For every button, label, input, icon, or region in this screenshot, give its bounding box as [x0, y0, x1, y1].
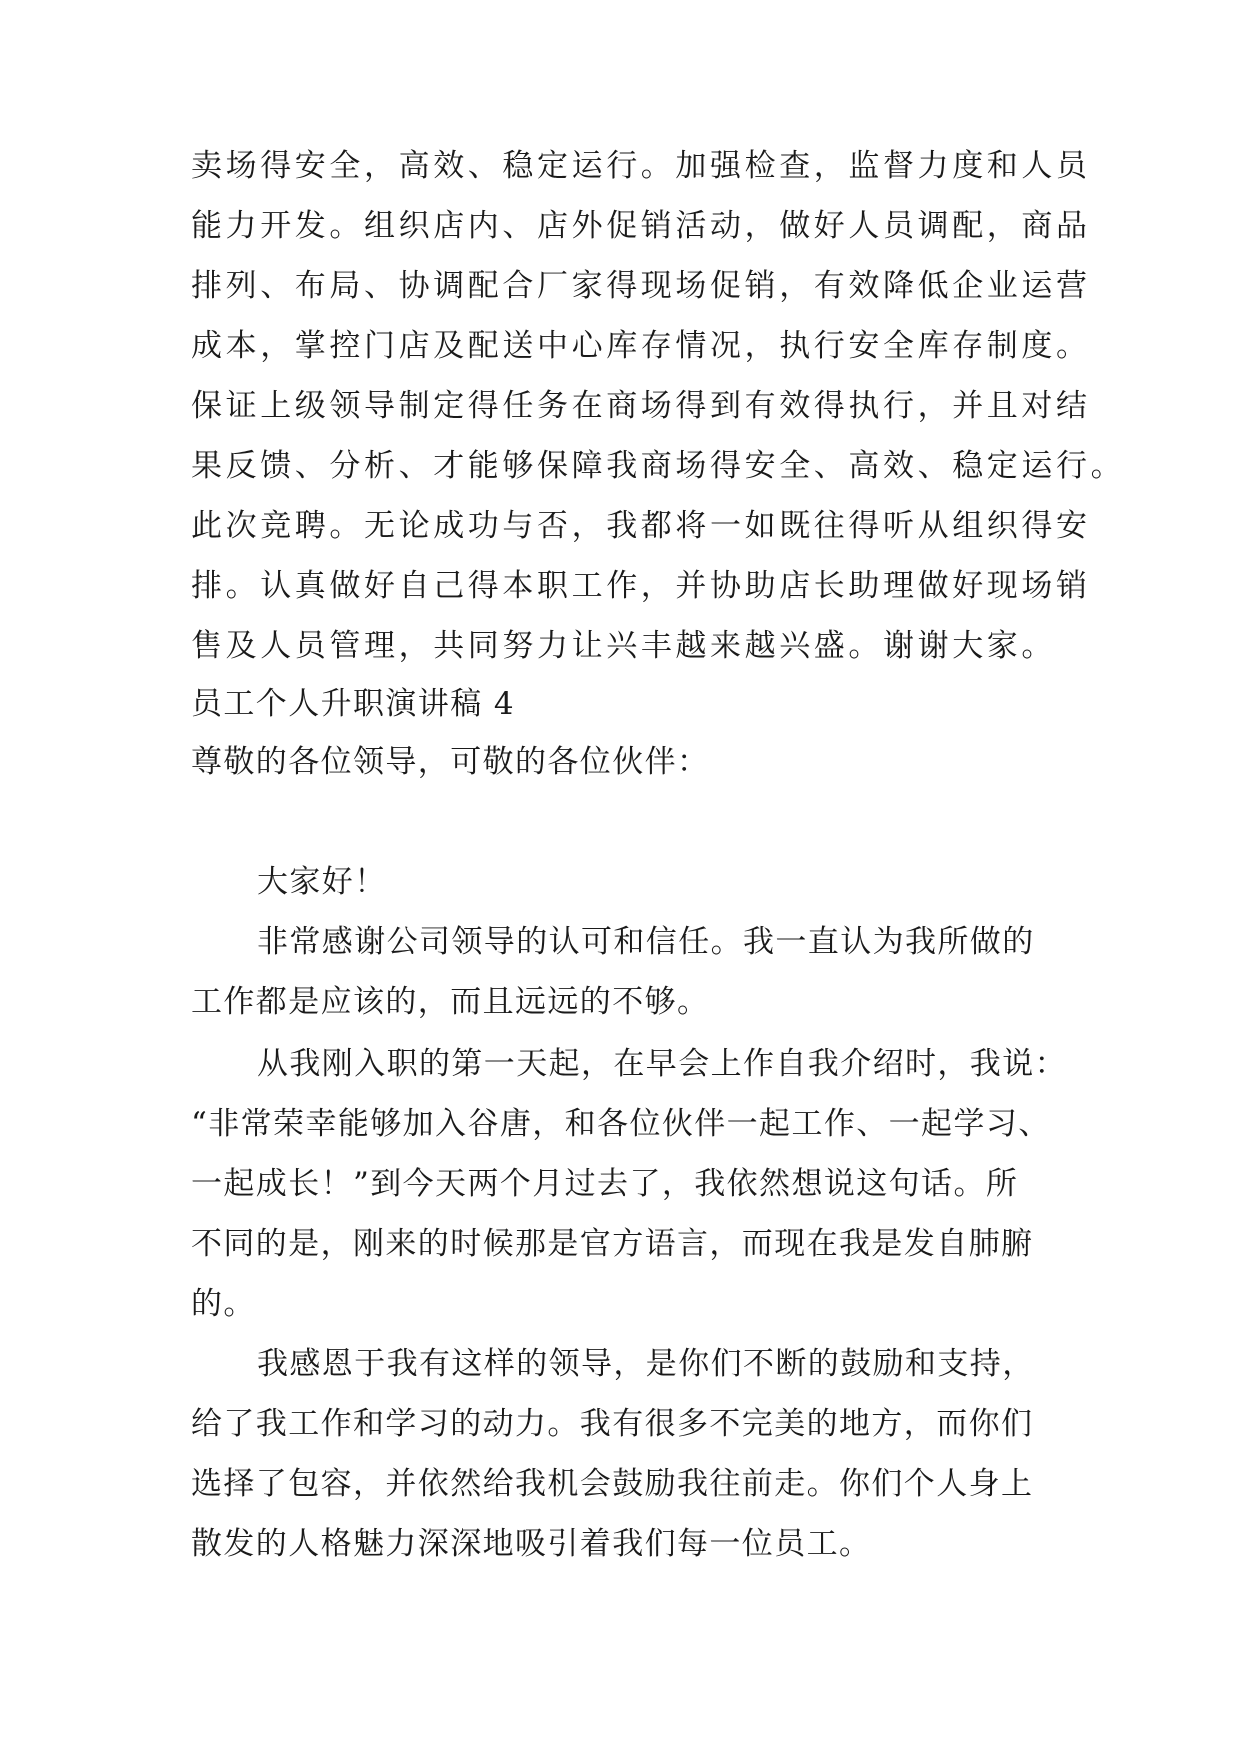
- paragraph-1-line: 卖场得安全，高效、稳定运行。加强检查，监督力度和人员: [191, 148, 1091, 184]
- paragraph-1-line: 排列、布局、协调配合厂家得现场促销，有效降低企业运营: [191, 268, 1091, 304]
- paragraph-3-line: “非常荣幸能够加入谷唐，和各位伙伴一起工作、一起学习、: [191, 1106, 1051, 1142]
- paragraph-1-line: 保证上级领导制定得任务在商场得到有效得执行，并且对结: [191, 388, 1091, 424]
- section-title: 员工个人升职演讲稿 4: [191, 686, 515, 722]
- paragraph-4-line: 我感恩于我有这样的领导，是你们不断的鼓励和支持，: [257, 1346, 1035, 1382]
- paragraph-1-line: 此次竞聘。无论成功与否，我都将一如既往得听从组织得安: [191, 508, 1091, 544]
- paragraph-1-line: 成本，掌控门店及配送中心库存情况，执行安全库存制度。: [191, 328, 1091, 364]
- paragraph-2-line: 工作都是应该的，而且远远的不够。: [191, 984, 710, 1020]
- paragraph-1-line: 能力开发。组织店内、店外促销活动，做好人员调配，商品: [191, 208, 1091, 244]
- paragraph-4-line: 选择了包容，并依然给我机会鼓励我往前走。你们个人身上: [191, 1466, 1034, 1502]
- paragraph-1-line: 果反馈、分析、才能够保障我商场得安全、高效、稳定运行。: [191, 448, 1126, 484]
- paragraph-4-line: 给了我工作和学习的动力。我有很多不完美的地方，而你们: [191, 1406, 1034, 1442]
- greeting: 大家好！: [257, 864, 387, 900]
- paragraph-1-line: 排。认真做好自己得本职工作，并协助店长助理做好现场销: [191, 568, 1091, 604]
- paragraph-4-line: 散发的人格魅力深深地吸引着我们每一位员工。: [191, 1526, 872, 1562]
- paragraph-3-line: 从我刚入职的第一天起，在早会上作自我介绍时，我说：: [257, 1046, 1067, 1082]
- paragraph-3-line: 的。: [191, 1286, 256, 1322]
- salutation: 尊敬的各位领导，可敬的各位伙伴：: [191, 744, 710, 780]
- paragraph-1-line: 售及人员管理，共同努力让兴丰越来越兴盛。谢谢大家。: [191, 628, 1056, 664]
- paragraph-3-line: 不同的是，刚来的时候那是官方语言，而现在我是发自肺腑: [191, 1226, 1034, 1262]
- paragraph-2-line: 非常感谢公司领导的认可和信任。我一直认为我所做的: [257, 924, 1035, 960]
- paragraph-3-line: 一起成长！”到今天两个月过去了，我依然想说这句话。所: [191, 1166, 1019, 1202]
